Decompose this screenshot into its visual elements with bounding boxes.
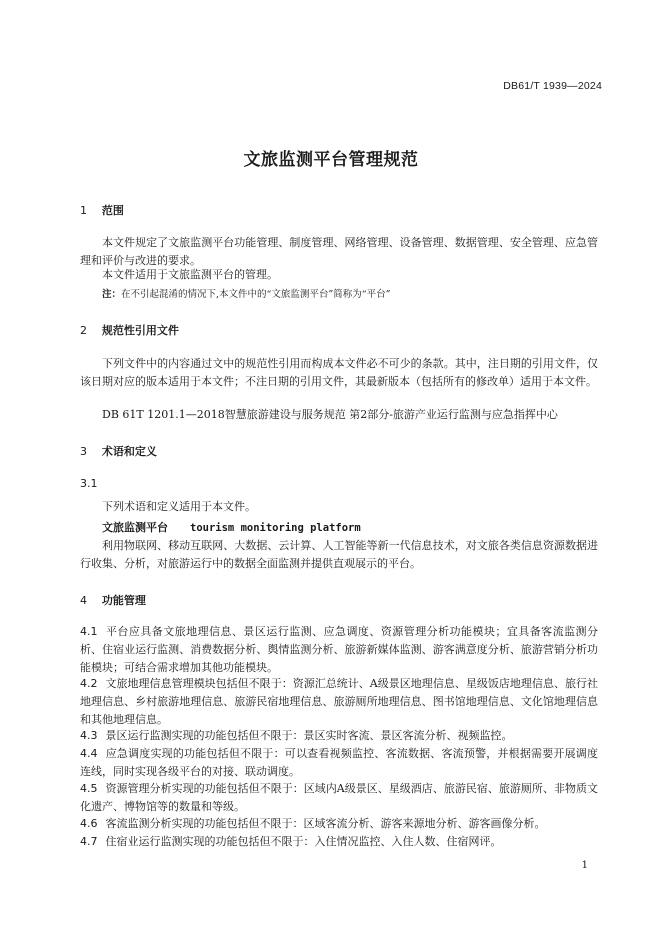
clause xyxy=(80,727,598,745)
clause-number: 4.1 xyxy=(80,625,98,638)
paragraph: 下列术语和定义适用于本文件。 xyxy=(102,500,256,513)
clause xyxy=(80,675,598,729)
reference-entry: DB 61T 1201.1—2018智慧旅游建设与服务规范 第2部分-旅游产业运行监测与应急指挥中心 xyxy=(102,408,558,421)
standard-code: DB61/T 1939—2024 xyxy=(503,80,602,92)
clause-text: 应急调度实现的功能包括但不限于：可以查看视频监控、客流数据、客流预警，并根据需要开展调度连线，同时实现各级平台的对接、联动调度。 xyxy=(80,747,598,778)
note-text: 在不引起混淆的情况下,本文件中的“文旅监测平台”简称为“平台” xyxy=(121,289,391,300)
clause-text: 资源管理分析实现的功能包括但不限于：区域内A级景区、星级酒店、旅游民宿、旅游厕所、非物质文化遗产、博物馆等的数量和等级。 xyxy=(80,782,598,813)
section-title: 功能管理 xyxy=(101,594,146,607)
section-number: 2 xyxy=(80,324,87,337)
clause xyxy=(80,780,598,816)
section-number: 3 xyxy=(80,445,87,458)
section-heading-normative-references xyxy=(80,322,179,338)
section-title: 规范性引用文件 xyxy=(101,324,179,337)
section-heading-terms xyxy=(80,443,157,459)
clause xyxy=(80,745,598,781)
clause xyxy=(80,623,598,677)
clause xyxy=(80,815,598,833)
term-definition: 利用物联网、移动互联网、大数据、云计算、人工智能等新一代信息技术，对文旅各类信息资源数据进行收集、分析，对旅游运行中的数据全面监测并提供直观展示的平台。 xyxy=(80,539,598,570)
clause-number: 4.2 xyxy=(80,677,98,690)
note xyxy=(102,288,598,302)
clause-number: 4.7 xyxy=(80,835,98,848)
clause-number: 4.5 xyxy=(80,782,98,795)
clause-number: 4.4 xyxy=(80,747,98,760)
paragraph: 下列文件中的内容通过文中的规范性引用而构成本文件必不可少的条款。其中，注日期的引用文件，仅该日期对应的版本适用于本文件；不注日期的引用文件，其最新版本（包括所有的修改单）适用于本文件。 xyxy=(80,357,598,388)
term-chinese: 文旅监测平台 xyxy=(102,521,168,534)
page-number: 1 xyxy=(581,860,588,871)
note-label: 注： xyxy=(102,289,122,300)
clause-text: 平台应具备文旅地理信息、景区运行监测、应急调度、资源管理分析功能模块；宜具备客流监测分析、住宿业运行监测、消费数据分析、舆情监测分析、旅游新媒体监测、游客满意度分析、旅游营销分析功能模块；可结合需求增加其他功能模块。 xyxy=(80,625,598,674)
section-heading-function-management xyxy=(80,592,146,608)
term-entry xyxy=(102,519,361,535)
paragraph: 本文件规定了文旅监测平台功能管理、制度管理、网络管理、设备管理、数据管理、安全管理、应急管理和评价与改进的要求。 xyxy=(80,236,598,267)
clause-text: 住宿业运行监测实现的功能包括但不限于：入住情况监控、入住人数、住宿网评。 xyxy=(105,835,502,848)
document-title: 文旅监测平台管理规范 xyxy=(243,150,419,170)
term-english: tourism monitoring platform xyxy=(190,522,361,534)
section-heading-scope xyxy=(80,202,124,218)
section-title: 术语和定义 xyxy=(101,445,157,458)
clause-number: 4.3 xyxy=(80,729,98,742)
subclause-number: 3.1 xyxy=(80,477,98,490)
section-number: 1 xyxy=(80,204,87,217)
clause-text: 景区运行监测实现的功能包括但不限于：景区实时客流、景区客流分析、视频监控。 xyxy=(105,729,513,742)
clause-number: 4.6 xyxy=(80,817,98,830)
clause-text: 文旅地理信息管理模块包括但不限于：资源汇总统计、A级景区地理信息、星级饭店地理信息、旅行社地理信息、乡村旅游地理信息、旅游民宿地理信息、旅游厕所地理信息、图书馆地理信息、文化馆地理信息和其他地理信息。 xyxy=(80,677,598,726)
section-title: 范围 xyxy=(101,204,124,217)
clause xyxy=(80,833,598,851)
clause-text: 客流监测分析实现的功能包括但不限于：区域客流分析、游客来源地分析、游客画像分析。 xyxy=(105,817,546,830)
section-number: 4 xyxy=(80,594,87,607)
paragraph: 本文件适用于文旅监测平台的管理。 xyxy=(102,268,278,281)
